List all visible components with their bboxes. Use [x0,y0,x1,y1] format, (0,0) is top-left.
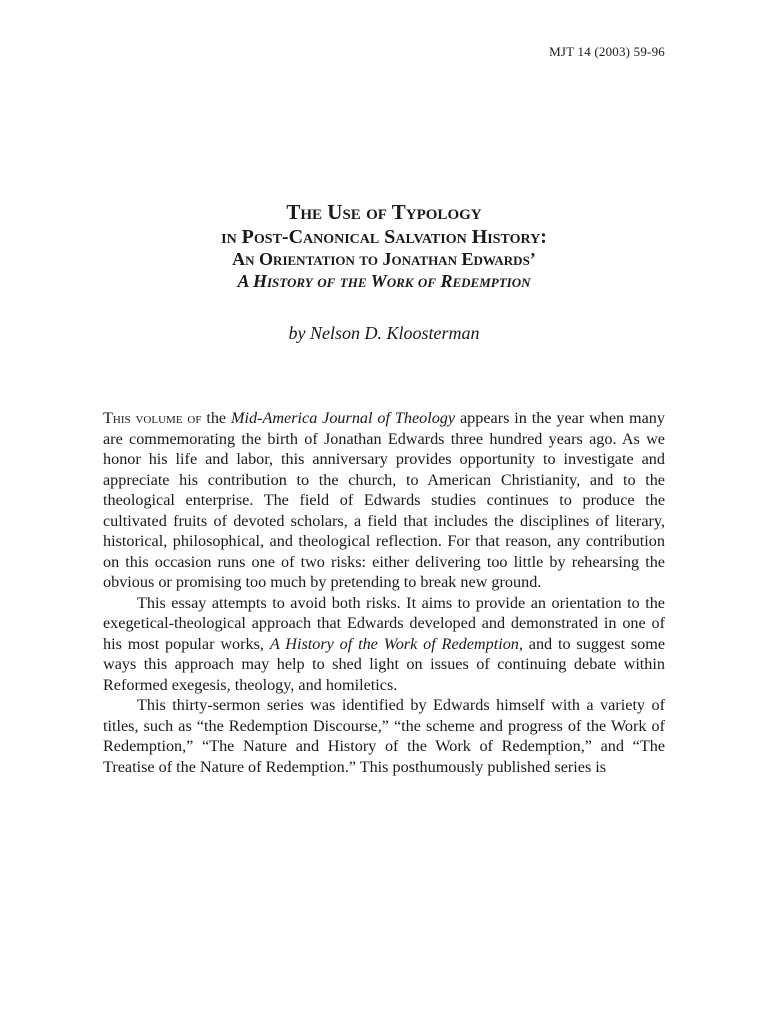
title-line-1: The Use of Typology [286,200,482,224]
paragraph-3 [103,695,665,777]
paragraph-text: , and to suggest some ways this approach may help to shed light on issues of continuing debate within Reformed exegesis, theology, and homiletics. [103,634,666,694]
paragraph-text: This essay attempts to avoid both risks. It aims to provide an orientation to the exegetical-theological approach that Edwards developed and demonstrated in one of his most popular works, [103,593,665,653]
paragraph-text: appears in the year when many are commemorating the birth of Jonathan Edwards three hundred years ago. As we honor his life and labor, this anniversary provides opportunity to investigate and appreciate his contribution to the church, to American Christianity, and to the theological enterprise. The field of Edwards studies continues to produce the cultivated fruits of devoted scholars, a field that includes the disciplines of literary, historical, philosophical, and theological reflection. For that reason, any contribution on this occasion runs one of two risks: either delivering too little by rehearsing the obvious or promising too much by pretending to break new ground. [103,409,665,591]
paragraph-2 [103,593,665,696]
title-line-2: in Post-Canonical Salvation History: [221,226,547,249]
paragraph-text: This thirty-sermon series was identified by Edwards himself with a variety of titles, such as “the Redemption Discourse,” “the scheme and progress of the Work of Redemption,” “The Nature and History of the Work of Redemption,” and “The Treatise of the Nature of Redemption.” This posthumously published series is [103,696,665,776]
paragraph-1 [103,408,665,593]
book-title-italic: A History of the Work of Redemption [269,634,519,653]
article-body [103,408,665,777]
title-line-4: A History of the Work of Redemption [237,270,531,291]
title-line-3: An Orientation to Jonathan Edwards’ [232,249,536,270]
author-byline: by Nelson D. Kloosterman [288,323,480,343]
article-title [100,200,668,292]
journal-title-italic: Mid-America Journal of Theology [230,409,456,427]
lead-in-text: This volume of [103,409,202,427]
paragraph-text: the [201,409,231,427]
journal-citation: MJT 14 (2003) 59-96 [549,44,665,59]
